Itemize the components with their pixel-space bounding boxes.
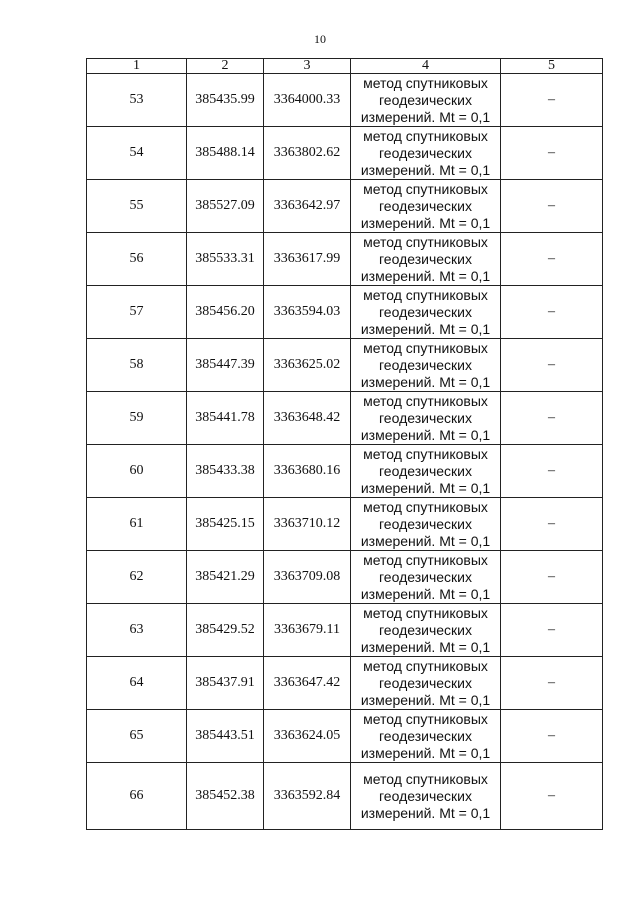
column-header: 4 bbox=[351, 59, 501, 74]
method-cell bbox=[351, 445, 501, 498]
method-line: измерений. Mt = 0,1 bbox=[360, 320, 491, 337]
point-number-cell: 61 bbox=[87, 498, 187, 551]
method-line: измерений. Mt = 0,1 bbox=[360, 691, 491, 708]
table-row bbox=[87, 551, 603, 604]
y-coordinate-cell: 3364000.33 bbox=[264, 74, 351, 127]
method-line: геодезических bbox=[379, 409, 472, 426]
method-cell bbox=[351, 763, 501, 830]
note-cell: – bbox=[501, 445, 603, 498]
note-cell: – bbox=[501, 657, 603, 710]
x-coordinate-cell: 385437.91 bbox=[187, 657, 264, 710]
note-cell: – bbox=[501, 180, 603, 233]
y-coordinate-cell: 3363679.11 bbox=[264, 604, 351, 657]
table-row bbox=[87, 604, 603, 657]
method-cell bbox=[351, 339, 501, 392]
point-number-cell: 57 bbox=[87, 286, 187, 339]
method-line: геодезических bbox=[379, 674, 472, 691]
method-line: метод спутниковых bbox=[363, 770, 488, 787]
x-coordinate-cell: 385441.78 bbox=[187, 392, 264, 445]
method-line: геодезических bbox=[379, 91, 472, 108]
method-cell bbox=[351, 233, 501, 286]
table-row bbox=[87, 657, 603, 710]
table-row bbox=[87, 127, 603, 180]
x-coordinate-cell: 385533.31 bbox=[187, 233, 264, 286]
method-line: геодезических bbox=[379, 621, 472, 638]
method-cell bbox=[351, 710, 501, 763]
method-cell bbox=[351, 74, 501, 127]
table-row bbox=[87, 710, 603, 763]
point-number-cell: 62 bbox=[87, 551, 187, 604]
method-line: метод спутниковых bbox=[363, 657, 488, 674]
method-cell bbox=[351, 551, 501, 604]
method-line: измерений. Mt = 0,1 bbox=[360, 532, 491, 549]
y-coordinate-cell: 3363709.08 bbox=[264, 551, 351, 604]
point-number-cell: 56 bbox=[87, 233, 187, 286]
method-line: метод спутниковых bbox=[363, 604, 488, 621]
x-coordinate-cell: 385527.09 bbox=[187, 180, 264, 233]
y-coordinate-cell: 3363642.97 bbox=[264, 180, 351, 233]
note-cell: – bbox=[501, 763, 603, 830]
method-line: измерений. Mt = 0,1 bbox=[360, 804, 491, 821]
method-line: геодезических bbox=[379, 144, 472, 161]
table-row bbox=[87, 180, 603, 233]
y-coordinate-cell: 3363624.05 bbox=[264, 710, 351, 763]
note-cell: – bbox=[501, 233, 603, 286]
method-line: геодезических bbox=[379, 197, 472, 214]
note-cell: – bbox=[501, 74, 603, 127]
note-cell: – bbox=[501, 339, 603, 392]
y-coordinate-cell: 3363680.16 bbox=[264, 445, 351, 498]
method-line: геодезических bbox=[379, 356, 472, 373]
method-line: геодезических bbox=[379, 515, 472, 532]
method-line: метод спутниковых bbox=[363, 445, 488, 462]
y-coordinate-cell: 3363617.99 bbox=[264, 233, 351, 286]
x-coordinate-cell: 385488.14 bbox=[187, 127, 264, 180]
table-row bbox=[87, 392, 603, 445]
y-coordinate-cell: 3363592.84 bbox=[264, 763, 351, 830]
method-cell bbox=[351, 180, 501, 233]
x-coordinate-cell: 385429.52 bbox=[187, 604, 264, 657]
method-line: измерений. Mt = 0,1 bbox=[360, 161, 491, 178]
method-line: измерений. Mt = 0,1 bbox=[360, 373, 491, 390]
method-line: измерений. Mt = 0,1 bbox=[360, 744, 491, 761]
table-row bbox=[87, 74, 603, 127]
table-row bbox=[87, 498, 603, 551]
point-number-cell: 59 bbox=[87, 392, 187, 445]
point-number-cell: 54 bbox=[87, 127, 187, 180]
method-line: измерений. Mt = 0,1 bbox=[360, 214, 491, 231]
method-line: измерений. Mt = 0,1 bbox=[360, 479, 491, 496]
method-line: геодезических bbox=[379, 727, 472, 744]
x-coordinate-cell: 385452.38 bbox=[187, 763, 264, 830]
method-line: измерений. Mt = 0,1 bbox=[360, 638, 491, 655]
method-line: метод спутниковых bbox=[363, 392, 488, 409]
x-coordinate-cell: 385435.99 bbox=[187, 74, 264, 127]
column-header: 5 bbox=[501, 59, 603, 74]
x-coordinate-cell: 385443.51 bbox=[187, 710, 264, 763]
point-number-cell: 58 bbox=[87, 339, 187, 392]
column-header: 1 bbox=[87, 59, 187, 74]
method-line: метод спутниковых bbox=[363, 286, 488, 303]
note-cell: – bbox=[501, 286, 603, 339]
method-cell bbox=[351, 498, 501, 551]
note-cell: – bbox=[501, 498, 603, 551]
y-coordinate-cell: 3363648.42 bbox=[264, 392, 351, 445]
method-line: метод спутниковых bbox=[363, 498, 488, 515]
y-coordinate-cell: 3363802.62 bbox=[264, 127, 351, 180]
column-header: 2 bbox=[187, 59, 264, 74]
method-cell bbox=[351, 127, 501, 180]
y-coordinate-cell: 3363625.02 bbox=[264, 339, 351, 392]
page-number: 10 bbox=[314, 32, 326, 46]
x-coordinate-cell: 385447.39 bbox=[187, 339, 264, 392]
method-line: метод спутниковых bbox=[363, 233, 488, 250]
method-cell bbox=[351, 286, 501, 339]
note-cell: – bbox=[501, 551, 603, 604]
x-coordinate-cell: 385421.29 bbox=[187, 551, 264, 604]
y-coordinate-cell: 3363647.42 bbox=[264, 657, 351, 710]
method-line: метод спутниковых bbox=[363, 710, 488, 727]
method-line: геодезических bbox=[379, 568, 472, 585]
point-number-cell: 66 bbox=[87, 763, 187, 830]
point-number-cell: 60 bbox=[87, 445, 187, 498]
method-line: метод спутниковых bbox=[363, 180, 488, 197]
table-row bbox=[87, 286, 603, 339]
note-cell: – bbox=[501, 127, 603, 180]
method-line: измерений. Mt = 0,1 bbox=[360, 426, 491, 443]
point-number-cell: 55 bbox=[87, 180, 187, 233]
method-line: геодезических bbox=[379, 303, 472, 320]
table-row bbox=[87, 233, 603, 286]
point-number-cell: 64 bbox=[87, 657, 187, 710]
point-number-cell: 63 bbox=[87, 604, 187, 657]
table-row bbox=[87, 445, 603, 498]
method-line: измерений. Mt = 0,1 bbox=[360, 267, 491, 284]
method-line: геодезических bbox=[379, 250, 472, 267]
table-row bbox=[87, 339, 603, 392]
point-number-cell: 65 bbox=[87, 710, 187, 763]
method-line: метод спутниковых bbox=[363, 74, 488, 91]
method-cell bbox=[351, 392, 501, 445]
method-line: метод спутниковых bbox=[363, 551, 488, 568]
method-line: измерений. Mt = 0,1 bbox=[360, 108, 491, 125]
method-line: метод спутниковых bbox=[363, 339, 488, 356]
coordinates-table bbox=[86, 58, 603, 830]
note-cell: – bbox=[501, 392, 603, 445]
y-coordinate-cell: 3363594.03 bbox=[264, 286, 351, 339]
point-number-cell: 53 bbox=[87, 74, 187, 127]
x-coordinate-cell: 385433.38 bbox=[187, 445, 264, 498]
table-header-row bbox=[87, 59, 603, 74]
note-cell: – bbox=[501, 710, 603, 763]
method-line: метод спутниковых bbox=[363, 127, 488, 144]
column-header: 3 bbox=[264, 59, 351, 74]
method-cell bbox=[351, 604, 501, 657]
note-cell: – bbox=[501, 604, 603, 657]
method-cell bbox=[351, 657, 501, 710]
method-line: геодезических bbox=[379, 787, 472, 804]
x-coordinate-cell: 385425.15 bbox=[187, 498, 264, 551]
method-line: геодезических bbox=[379, 462, 472, 479]
x-coordinate-cell: 385456.20 bbox=[187, 286, 264, 339]
method-line: измерений. Mt = 0,1 bbox=[360, 585, 491, 602]
table-row bbox=[87, 763, 603, 830]
y-coordinate-cell: 3363710.12 bbox=[264, 498, 351, 551]
